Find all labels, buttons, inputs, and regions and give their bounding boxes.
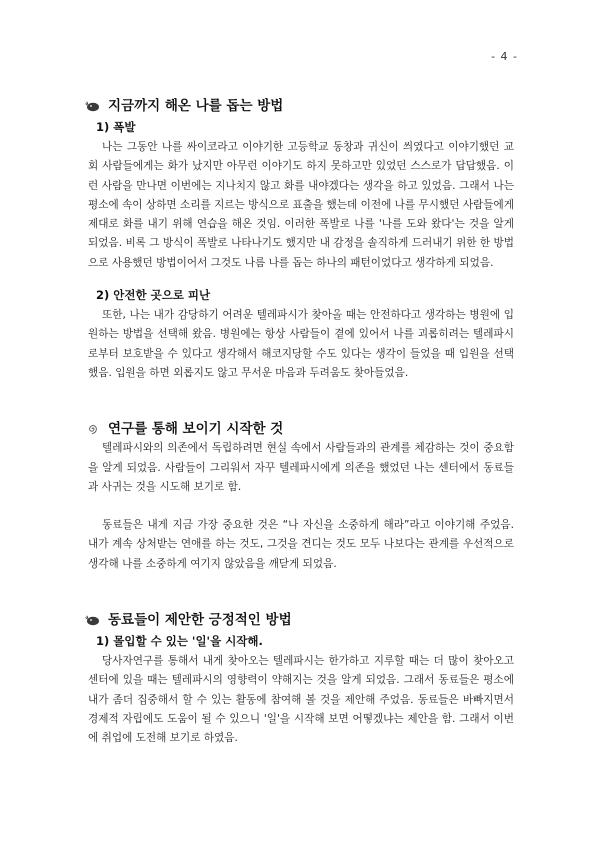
document-body [88,96,514,749]
paragraph: 텔레파시와의 의존에서 독립하려면 현실 속에서 사람들과의 관계를 체감하는 것이 중요함을 알게 되었음. 사람들이 그리워서 자꾸 텔레파시에게 의존을 했었던 나는 센터에서 동료들과 사귀는 것을 시도해 보기로 함. [88,442,514,493]
section-helping-methods [88,96,514,383]
paragraph: 나는 그동안 나를 싸이코라고 이야기한 고등학교 동창과 귀신이 씌였다고 이야기했던 교회 사람들에게는 화가 났지만 아무런 이야기도 하지 못하고만 있었던 스스로가 답답했음. 이런 사람을 만나면 이번에는 지나치지 않고 화를 내야겠다는 생각을 하고 있었음. 그래서 나는 평소에 속이 상하면 소리를 지르는 방식으로 표출을 했는데 이전에 나를 무시했던 사람들에게 제대로 화를 내기 위해 연습을 해온 것임. 이러한 폭발로 나를 '나를 도와 왔다'는 것을 알게 되었음. 비록 그 방식이 폭발로 나타나기도 했지만 내 감정을 솔직하게 드러내기 위한 한 방법으로 사용했던 방법이어서 그것도 나름 나를 돕는 하나의 패턴이었다고 생각하게 되었음. [88,141,514,269]
subsection-title: 1) 폭발 [96,120,136,134]
subsection-title: 2) 안전한 곳으로 피난 [96,288,211,303]
section-title-text: 지금까지 해온 나를 돕는 방법 [108,98,284,114]
subsection-title: 1) 몰입할 수 있는 '일'을 시작해. [96,634,263,649]
section-title-text: 동료들이 제안한 긍정적인 방법 [108,612,292,629]
paragraph: 또한, 나는 내가 감당하기 어려운 텔레파시가 찾아올 때는 안전하다고 생각하는 병원에 입원하는 방법을 선택해 왔음. 병원에는 항상 사람들이 곁에 있어서 나를 괴롭히려는 텔레파시로부터 보호받을 수 있다고 생각해서 해코지당할 수도 있다는 생각이 들었을 때 입원을 선택했음. 입원을 하면 외롭지도 않고 무서운 마음과 두려움도 찾아들었음. [88,309,514,379]
section-peer-suggestions [88,610,514,748]
section-title [85,419,514,439]
section-title [85,96,514,116]
bomb-icon [85,100,101,112]
spiral-icon [85,423,101,435]
bomb-icon [85,614,101,626]
section-title-text: 연구를 통해 보이기 시작한 것 [108,421,284,438]
paragraph: 동료들은 내게 지금 가장 중요한 것은 “나 자신을 소중하게 해라”라고 이야기해 주었음. 내가 계속 상처받는 연애를 하는 것도, 그것을 견디는 것도 모두 나보다는 관계를 우선적으로 생각해 나를 소중하게 여기지 않았음을 깨닫게 되었음. [88,519,514,570]
section-title [85,610,514,630]
paragraph: 당사자연구를 통해서 내게 찾아오는 텔레파시는 한가하고 지루할 때는 더 많이 찾아오고 센터에 있을 때는 텔레파시의 영향력이 약해지는 것을 알게 되었음. 그래서 동료들은 평소에 내가 좀더 집중해서 할 수 있는 활동에 참여해 볼 것을 제안해 주었음. 동료들은 바빠지면서 경제적 자립에도 도움이 될 수 있으니 '일'을 시작해 보면 어떻겠냐는 제안을 함. 그래서 이번에 취업에 도전해 보기로 하였음. [88,655,514,745]
section-research-findings [88,419,514,574]
page-number: - 4 - [491,50,518,63]
